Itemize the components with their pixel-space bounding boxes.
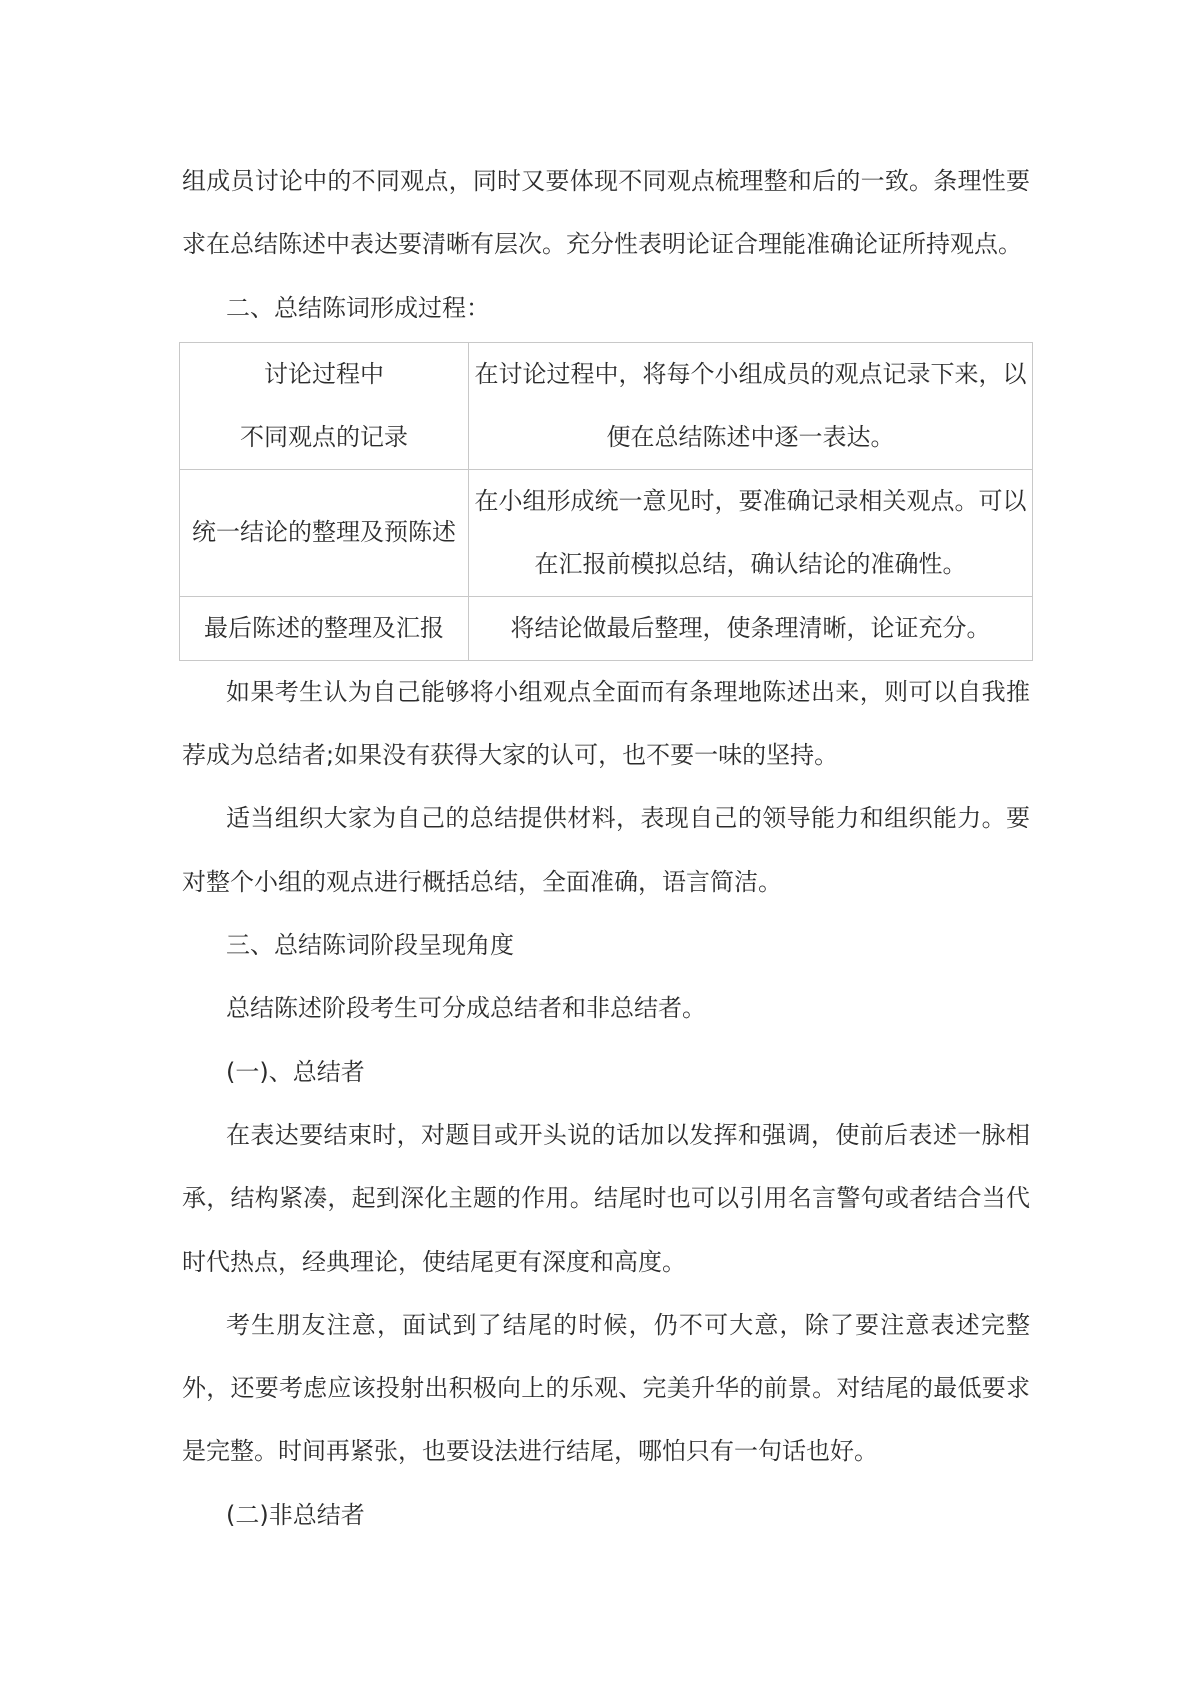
table-cell-description <box>469 342 1033 469</box>
paragraph: 组成员讨论中的不同观点，同时又要体现不同观点梳理整和后的一致。条理性要求在总结陈述中表达要清晰有层次。充分性表明论证合理能准确论证所持观点。 <box>182 167 1030 259</box>
table-row <box>180 342 1033 469</box>
table-row <box>180 469 1033 596</box>
section-heading: 二、总结陈词形成过程： <box>226 293 490 322</box>
subsection-heading: (二)非总结者 <box>226 1500 365 1529</box>
paragraph: 总结陈述阶段考生可分成总结者和非总结者。 <box>226 994 706 1023</box>
table-cell-stage <box>180 469 469 596</box>
table-cell-stage <box>180 596 469 660</box>
section-heading: 三、总结陈词阶段呈现角度 <box>226 931 514 960</box>
cell-text: 最后陈述的整理及汇报 <box>204 613 444 642</box>
paragraph: 适当组织大家为自己的总结提供材料，表现自己的领导能力和组织能力。要对整个小组的观点进行概括总结，全面准确，语言简洁。 <box>182 804 1030 896</box>
paragraph: 如果考生认为自己能够将小组观点全面而有条理地陈述出来，则可以自我推荐成为总结者;如果没有获得大家的认可，也不要一味的坚持。 <box>182 677 1030 770</box>
cell-text: 不同观点的记录 <box>240 422 408 451</box>
cell-text: 在讨论过程中，将每个小组成员的观点记录下来，以 <box>474 359 1027 388</box>
table-cell-description <box>469 596 1033 660</box>
cell-text: 统一结论的整理及预陈述 <box>192 518 456 547</box>
cell-text: 在小组形成统一意见时，要准确记录相关观点。可以 <box>474 486 1027 515</box>
table-cell-description <box>469 469 1033 596</box>
paragraph: 考生朋友注意，面试到了结尾的时候，仍不可大意，除了要注意表述完整外，还要考虑应该投射出积极向上的乐观、完美升华的前景。对结尾的最低要求是完整。时间再紧张，也要设法进行结尾，哪怕只有一句话也好。 <box>182 1310 1030 1466</box>
document-body <box>182 150 1030 1547</box>
cell-text: 将结论做最后整理，使条理清晰，论证充分。 <box>510 613 991 642</box>
table-row <box>180 596 1033 660</box>
table-cell-stage <box>180 342 469 469</box>
cell-text: 讨论过程中 <box>264 359 384 388</box>
cell-text: 在汇报前模拟总结，确认结论的准确性。 <box>534 549 967 578</box>
process-table <box>179 342 1033 661</box>
paragraph: 在表达要结束时，对题目或开头说的话加以发挥和强调，使前后表述一脉相承，结构紧凑，起到深化主题的作用。结尾时也可以引用名言警句或者结合当代时代热点，经典理论，使结尾更有深度和高度。 <box>182 1120 1030 1276</box>
cell-text: 便在总结陈述中逐一表达。 <box>606 422 895 451</box>
subsection-heading: (一)、总结者 <box>226 1057 365 1086</box>
